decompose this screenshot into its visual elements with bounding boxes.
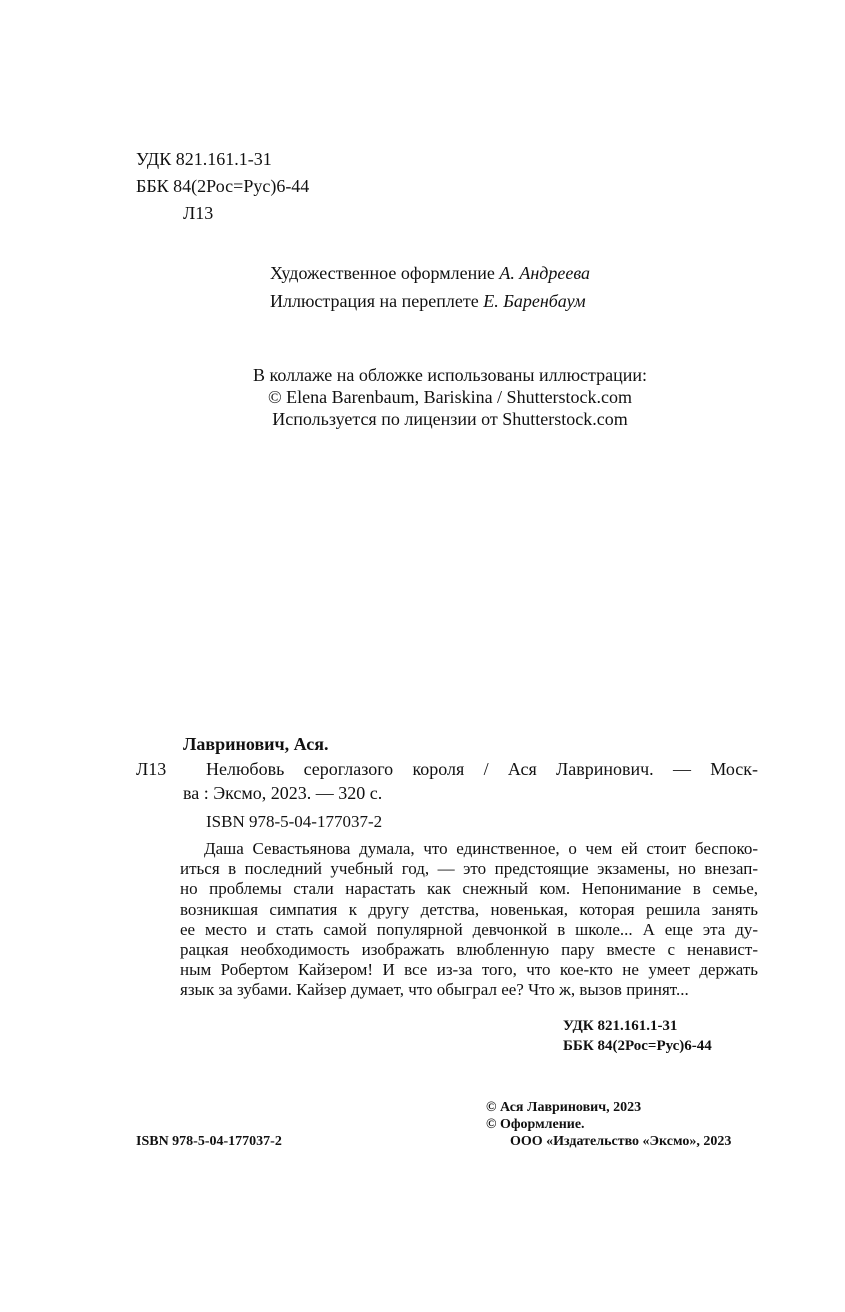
udk-code: УДК 821.161.1-31 <box>136 149 272 169</box>
record-title-line-1: Нелюбовь сероглазого короля / Ася Лавринович. — Моск- <box>206 759 758 779</box>
copyright-author: © Ася Лавринович, 2023 <box>486 1100 642 1115</box>
illustration-name: Е. Баренбаум <box>483 291 586 311</box>
collage-line-1: В коллаже на обложке использованы иллюстрации: <box>252 365 648 385</box>
bbk-code: ББК 84(2Рос=Рус)6-44 <box>136 176 310 196</box>
collage-line-2: © Elena Barenbaum, Bariskina / Shutterstock.com <box>267 387 633 407</box>
annotation-line: Даша Севастьянова думала, что единственное, о чем ей стоит беспоко- <box>204 839 758 858</box>
record-author: Лавринович, Ася. <box>183 734 329 754</box>
annotation-line: но проблемы стали нарастать как снежный ком. Непонимание в семье, <box>180 879 758 899</box>
design-credit <box>270 260 690 286</box>
record-bbk: ББК 84(2Рос=Рус)6-44 <box>563 1038 712 1054</box>
annotation-line: ее место и стать самой популярной девчонкой в школе... А еще эта ду- <box>180 919 758 939</box>
record-isbn: ISBN 978-5-04-177037-2 <box>206 812 383 831</box>
illustration-label: Иллюстрация на переплете <box>270 291 479 311</box>
author-mark: Л13 <box>183 203 214 223</box>
record-mark: Л13 <box>136 759 167 779</box>
design-name: А. Андреева <box>499 263 591 283</box>
record-title-line-2: ва : Эксмо, 2023. — 320 с. <box>183 783 383 803</box>
illustration-credit <box>270 288 690 314</box>
annotation-line: язык за зубами. Кайзер думает, что обыграл ее? Что ж, вызов принят... <box>180 980 689 1000</box>
annotation-line: возникшая симпатия к другу детства, новенькая, которая решила занять <box>180 899 758 919</box>
annotation-line: иться в последний учебный год, — это предстоящие экзамены, но внезап- <box>180 859 758 879</box>
copyright-design: © Оформление. <box>486 1117 585 1132</box>
record-udk: УДК 821.161.1-31 <box>563 1018 678 1034</box>
design-label: Художественное оформление <box>270 263 495 283</box>
annotation-line: рацкая необходимость изображать влюбленную пару вместе с ненавист- <box>180 940 758 960</box>
collage-line-3: Используется по лицензии от Shutterstock.com <box>272 409 628 429</box>
annotation <box>180 839 758 1001</box>
copyright-publisher: ООО «Издательство «Эксмо», 2023 <box>510 1134 732 1149</box>
footer-isbn: ISBN 978-5-04-177037-2 <box>136 1134 282 1149</box>
annotation-line: ным Робертом Кайзером! И все из-за того, что кое-кто не умеет держать <box>180 960 758 980</box>
